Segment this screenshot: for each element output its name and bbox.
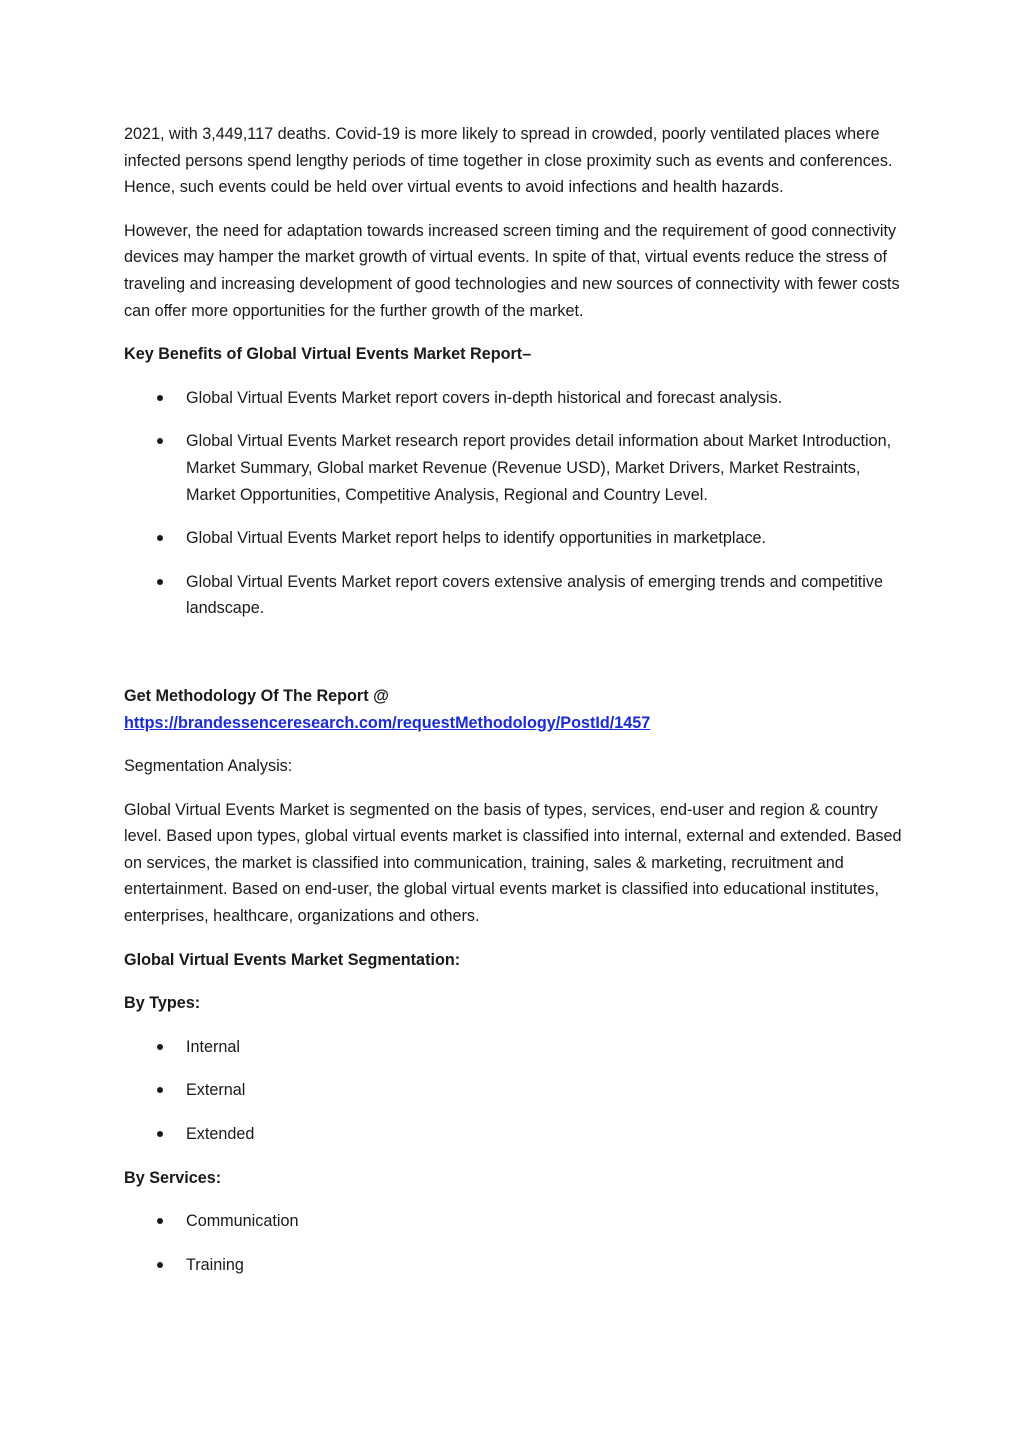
section-spacer [124, 639, 914, 683]
list-item: Communication [124, 1208, 914, 1235]
list-item: Global Virtual Events Market report covers extensive analysis of emerging trends and competitive landscape. [124, 569, 914, 622]
bullet-icon [157, 535, 163, 541]
list-item: Global Virtual Events Market report helps to identify opportunities in marketplace. [124, 525, 914, 552]
intro-paragraph: 2021, with 3,449,117 deaths. Covid-19 is more likely to spread in crowded, poorly ventilated places where infected persons spend lengthy periods of time together in close proximity such as events and conferences. Hence, such events could be held over virtual events to avoid infections and health hazards. [124, 125, 893, 197]
bullet-icon [157, 1262, 163, 1268]
by-services-list [124, 1208, 914, 1278]
methodology-block [124, 683, 914, 736]
however-paragraph: However, the need for adaptation towards increased screen timing and the requirement of good connectivity devices may hamper the market growth of virtual events. In spite of that, virtual events reduce the stress of traveling and increasing development of good technologies and new sources of connectivity with fewer costs can offer more opportunities for the further growth of the market. [124, 221, 900, 320]
bullet-icon [157, 1218, 163, 1224]
segmentation-label: Segmentation Analysis: [124, 757, 293, 776]
list-item: External [124, 1077, 914, 1104]
by-types-heading: By Types: [124, 994, 201, 1013]
list-item: Global Virtual Events Market research report provides detail information about Market Introduction, Market Summary, Global market Revenue (Revenue USD), Market Drivers, Market Restraints, Market Opportunities, Competitive Analysis, Regional and Country Level. [124, 428, 914, 508]
bullet-icon [157, 579, 163, 585]
methodology-label: Get Methodology Of The Report @ [124, 686, 389, 705]
list-item: Internal [124, 1034, 914, 1061]
key-benefits-heading: Key Benefits of Global Virtual Events Market Report– [124, 345, 532, 364]
document-page [124, 121, 914, 1295]
segmentation-paragraph: Global Virtual Events Market is segmented on the basis of types, services, end-user and region & country level. Based upon types, global virtual events market is classified into internal, external and extended. Based on services, the market is classified into communication, training, sales & marketing, recruitment and entertainment. Based on end-user, the global virtual events market is classified into educational institutes, enterprises, healthcare, organizations and others. [124, 800, 902, 926]
bullet-icon [157, 395, 163, 401]
by-services-heading: By Services: [124, 1168, 222, 1187]
bullet-icon [157, 1044, 163, 1050]
bullet-icon [157, 1131, 163, 1137]
methodology-link[interactable]: https://brandessenceresearch.com/requestMethodology/PostId/1457 [124, 713, 651, 732]
list-item: Training [124, 1252, 914, 1279]
bullet-icon [157, 1087, 163, 1093]
by-types-list [124, 1034, 914, 1148]
list-item: Extended [124, 1121, 914, 1148]
list-item: Global Virtual Events Market report covers in-depth historical and forecast analysis. [124, 385, 914, 412]
key-benefits-list [124, 385, 914, 622]
segmentation-heading: Global Virtual Events Market Segmentation: [124, 950, 461, 969]
bullet-icon [157, 438, 163, 444]
